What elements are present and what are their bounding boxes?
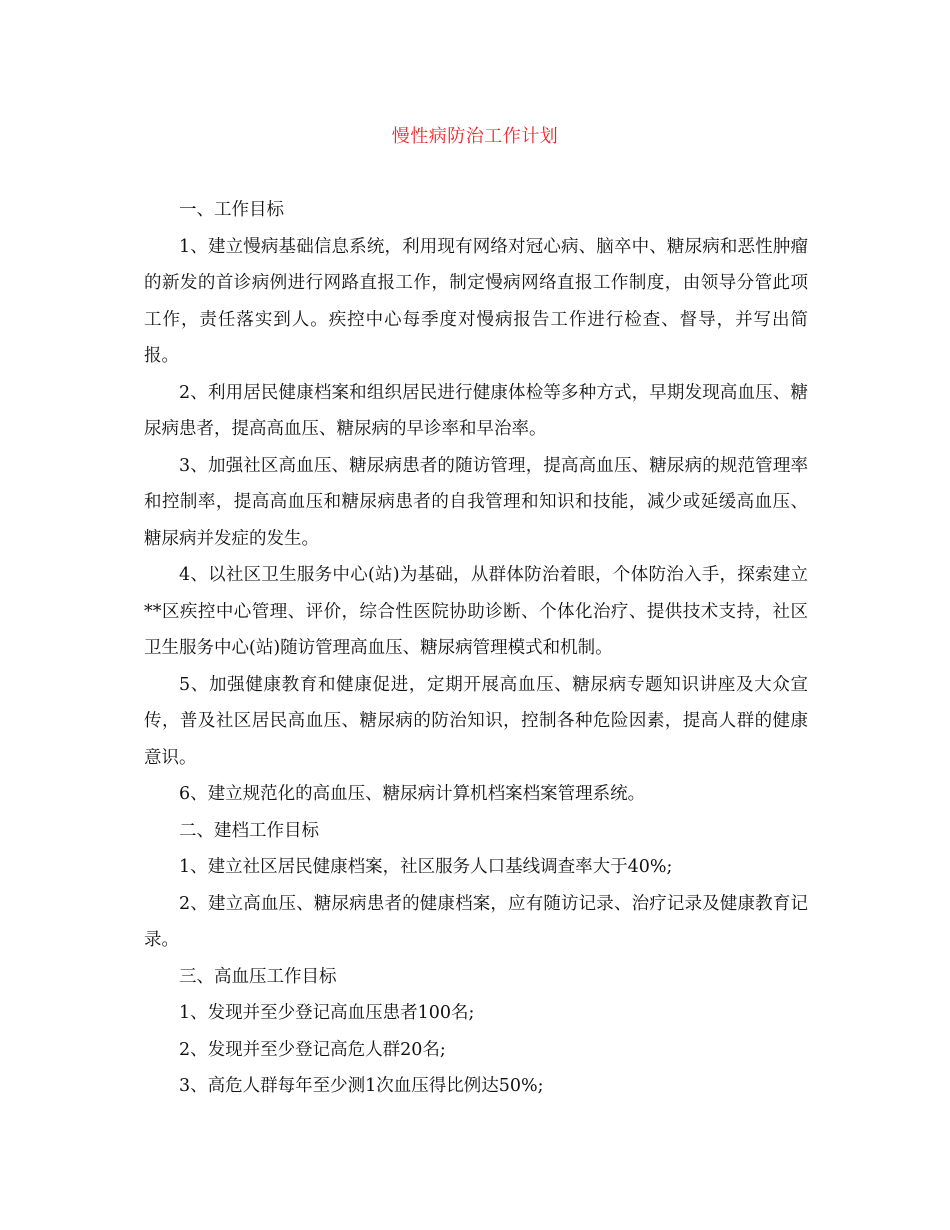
paragraph: 6、建立规范化的高血压、糖尿病计算机档案档案管理系统。 <box>179 784 646 804</box>
paragraph: 3、加强社区高血压、糖尿病患者的随访管理，提高高血压、糖尿病的规范管理率和控制率，提高高血压和糖尿病患者的自我管理和知识和技能，减少或延缓高血压、糖尿病并发症的发生。 <box>144 455 808 549</box>
document-title: 慢性病防治工作计划 <box>391 126 559 147</box>
paragraph: 1、建立社区居民健康档案，社区服务人口基线调查率大于40%; <box>179 857 673 877</box>
section-heading-work-goals: 一、工作目标 <box>179 200 284 220</box>
paragraph: 1、建立慢病基础信息系统，利用现有网络对冠心病、脑卒中、糖尿病和恶性肿瘤的新发的首诊病例进行网路直报工作，制定慢病网络直报工作制度，由领导分管此项工作，责任落实到人。疾控中心每季度对慢病报告工作进行检查、督导，并写出简报。 <box>144 236 808 366</box>
paragraph: 2、发现并至少登记高危人群20名; <box>179 1039 446 1060</box>
section-heading-hypertension-goals: 三、高血压工作目标 <box>179 966 337 987</box>
paragraph: 5、加强健康教育和健康促进，定期开展高血压、糖尿病专题知识讲座及大众宣传，普及社区居民高血压、糖尿病的防治知识，控制各种危险因素，提高人群的健康意识。 <box>144 674 808 768</box>
paragraph: 3、高危人群每年至少测1次血压得比例达50%; <box>179 1076 544 1096</box>
section-heading-filing-goals: 二、建档工作目标 <box>179 820 319 841</box>
paragraph: 2、建立高血压、糖尿病患者的健康档案，应有随访记录、治疗记录及健康教育记录。 <box>144 893 808 950</box>
paragraph: 4、以社区卫生服务中心(站)为基础，从群体防治着眼，个体防治入手，探索建立**区疾控中心管理、评价，综合性医院协助诊断、个体化治疗、提供技术支持，社区卫生服务中心(站)随访管理高血压、糖尿病管理模式和机制。 <box>144 565 808 658</box>
document-body <box>144 192 808 1105</box>
paragraph: 2、利用居民健康档案和组织居民进行健康体检等多种方式，早期发现高血压、糖尿病患者，提高高血压、糖尿病的早诊率和早治率。 <box>144 382 808 439</box>
paragraph: 1、发现并至少登记高血压患者100名; <box>179 1003 475 1023</box>
